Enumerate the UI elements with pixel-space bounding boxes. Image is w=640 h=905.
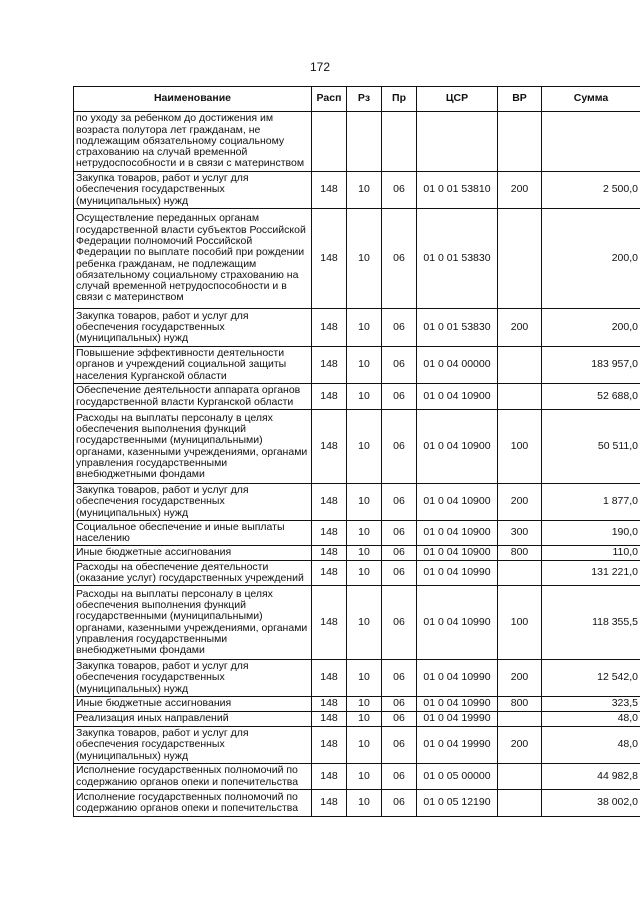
row-vr: 800: [498, 697, 542, 712]
row-rasp: 148: [312, 309, 347, 347]
row-name: Реализация иных направлений: [74, 712, 312, 727]
row-name: Закупка товаров, работ и услуг для обеспечения государственных (муниципальных) нужд: [74, 660, 312, 697]
row-pr: [382, 112, 417, 172]
row-csr: 01 0 04 10900: [417, 384, 498, 410]
row-rz: 10: [347, 172, 382, 209]
row-csr: 01 0 01 53810: [417, 172, 498, 209]
row-sum: 190,0: [542, 521, 640, 546]
row-rz: 10: [347, 309, 382, 347]
row-csr: 01 0 05 12190: [417, 790, 498, 817]
row-sum: 50 511,0: [542, 410, 640, 484]
row-sum: 48,0: [542, 712, 640, 727]
row-vr: [498, 790, 542, 817]
table-header-row: [74, 87, 640, 112]
row-rz: 10: [347, 660, 382, 697]
table-row: [74, 727, 640, 764]
row-pr: 06: [382, 410, 417, 484]
row-rz: 10: [347, 384, 382, 410]
row-vr: 300: [498, 521, 542, 546]
row-rz: 10: [347, 209, 382, 309]
row-name: Осуществление переданных органам государственной власти субъектов Российской Федерации полномочий Российской Федерации по выплате пособий при рождении ребенка гражданам, не подлежащим обязательному социальному страхованию на случай временной нетрудоспособности и в связи с материнством: [74, 209, 312, 309]
row-rasp: [312, 112, 347, 172]
table-body: [74, 112, 640, 817]
row-pr: 06: [382, 586, 417, 660]
row-vr: 200: [498, 727, 542, 764]
row-csr: 01 0 04 00000: [417, 347, 498, 384]
row-rasp: 148: [312, 697, 347, 712]
row-sum: 52 688,0: [542, 384, 640, 410]
header-vr: ВР: [498, 87, 542, 112]
table-row: [74, 660, 640, 697]
row-name: Обеспечение деятельности аппарата органов государственной власти Курганской области: [74, 384, 312, 410]
table-row: [74, 521, 640, 546]
row-pr: 06: [382, 727, 417, 764]
row-sum: 44 982,8: [542, 764, 640, 790]
row-csr: 01 0 04 10900: [417, 484, 498, 521]
row-vr: 200: [498, 309, 542, 347]
row-name: по уходу за ребенком до достижения им возраста полутора лет гражданам, не подлежащим обязательному социальному страхованию на случай временной нетрудоспособности и в связи с материнством: [74, 112, 312, 172]
row-vr: 200: [498, 484, 542, 521]
table-row: [74, 347, 640, 384]
row-csr: 01 0 04 19990: [417, 712, 498, 727]
header-csr: ЦСР: [417, 87, 498, 112]
header-rz: Рз: [347, 87, 382, 112]
row-pr: 06: [382, 697, 417, 712]
row-name: Расходы на выплаты персоналу в целях обеспечения выполнения функций государственными (муниципальными) органами, казенными учреждениями, органами управления государственными внебюджетными фондами: [74, 586, 312, 660]
row-rasp: 148: [312, 172, 347, 209]
table-row: [74, 309, 640, 347]
row-csr: 01 0 04 10990: [417, 697, 498, 712]
row-name: Исполнение государственных полномочий по содержанию органов опеки и попечительства: [74, 790, 312, 817]
row-pr: 06: [382, 521, 417, 546]
row-name: Иные бюджетные ассигнования: [74, 546, 312, 561]
row-name: Исполнение государственных полномочий по содержанию органов опеки и попечительства: [74, 764, 312, 790]
row-csr: 01 0 05 00000: [417, 764, 498, 790]
row-rasp: 148: [312, 660, 347, 697]
row-sum: 183 957,0: [542, 347, 640, 384]
row-pr: 06: [382, 309, 417, 347]
page-number: 172: [309, 60, 331, 74]
table-row: [74, 561, 640, 586]
row-rasp: 148: [312, 790, 347, 817]
row-pr: 06: [382, 347, 417, 384]
table-row: [74, 172, 640, 209]
table-row: [74, 790, 640, 817]
table-row: [74, 546, 640, 561]
row-csr: 01 0 04 10900: [417, 410, 498, 484]
header-rasp: Расп: [312, 87, 347, 112]
table-row: [74, 764, 640, 790]
row-pr: 06: [382, 790, 417, 817]
row-vr: [498, 712, 542, 727]
row-pr: 06: [382, 712, 417, 727]
row-csr: 01 0 04 10900: [417, 521, 498, 546]
row-rz: 10: [347, 727, 382, 764]
table-row: [74, 586, 640, 660]
row-sum: 38 002,0: [542, 790, 640, 817]
row-sum: 200,0: [542, 309, 640, 347]
row-csr: 01 0 04 10990: [417, 561, 498, 586]
row-name: Закупка товаров, работ и услуг для обеспечения государственных (муниципальных) нужд: [74, 484, 312, 521]
row-csr: 01 0 04 10900: [417, 546, 498, 561]
row-name: Закупка товаров, работ и услуг для обеспечения государственных (муниципальных) нужд: [74, 727, 312, 764]
budget-table: [73, 86, 640, 817]
table-row: [74, 712, 640, 727]
header-pr: Пр: [382, 87, 417, 112]
row-sum: 200,0: [542, 209, 640, 309]
row-sum: 2 500,0: [542, 172, 640, 209]
row-name: Расходы на выплаты персоналу в целях обеспечения выполнения функций государственными (муниципальными) органами, казенными учреждениями, органами управления государственными внебюджетными фондами: [74, 410, 312, 484]
row-vr: [498, 384, 542, 410]
row-csr: 01 0 04 10990: [417, 586, 498, 660]
row-rz: [347, 112, 382, 172]
row-csr: [417, 112, 498, 172]
row-sum: 131 221,0: [542, 561, 640, 586]
header-name: Наименование: [74, 87, 312, 112]
row-rz: 10: [347, 764, 382, 790]
row-vr: 100: [498, 586, 542, 660]
row-rz: 10: [347, 546, 382, 561]
row-rasp: 148: [312, 561, 347, 586]
table-row: [74, 384, 640, 410]
row-vr: 100: [498, 410, 542, 484]
row-pr: 06: [382, 172, 417, 209]
row-vr: [498, 209, 542, 309]
row-vr: 200: [498, 172, 542, 209]
row-pr: 06: [382, 384, 417, 410]
table-row: [74, 209, 640, 309]
row-vr: [498, 347, 542, 384]
row-rasp: 148: [312, 727, 347, 764]
row-csr: 01 0 04 10990: [417, 660, 498, 697]
row-rasp: 148: [312, 764, 347, 790]
row-sum: 110,0: [542, 546, 640, 561]
row-pr: 06: [382, 764, 417, 790]
row-pr: 06: [382, 484, 417, 521]
row-name: Иные бюджетные ассигнования: [74, 697, 312, 712]
row-rasp: 148: [312, 712, 347, 727]
row-rz: 10: [347, 712, 382, 727]
row-vr: 800: [498, 546, 542, 561]
row-rasp: 148: [312, 586, 347, 660]
row-csr: 01 0 01 53830: [417, 309, 498, 347]
row-pr: 06: [382, 561, 417, 586]
row-vr: [498, 561, 542, 586]
header-sum: Сумма: [542, 87, 640, 112]
row-rz: 10: [347, 697, 382, 712]
row-rasp: 148: [312, 209, 347, 309]
row-rasp: 148: [312, 521, 347, 546]
row-sum: 48,0: [542, 727, 640, 764]
row-csr: 01 0 04 19990: [417, 727, 498, 764]
row-rasp: 148: [312, 484, 347, 521]
row-rz: 10: [347, 790, 382, 817]
row-pr: 06: [382, 209, 417, 309]
row-csr: 01 0 01 53830: [417, 209, 498, 309]
row-rz: 10: [347, 521, 382, 546]
table-row: [74, 410, 640, 484]
row-sum: 1 877,0: [542, 484, 640, 521]
row-pr: 06: [382, 546, 417, 561]
row-rz: 10: [347, 484, 382, 521]
row-name: Расходы на обеспечение деятельности (оказание услуг) государственных учреждений: [74, 561, 312, 586]
row-rz: 10: [347, 410, 382, 484]
row-vr: [498, 764, 542, 790]
row-name: Закупка товаров, работ и услуг для обеспечения государственных (муниципальных) нужд: [74, 309, 312, 347]
row-pr: 06: [382, 660, 417, 697]
row-name: Повышение эффективности деятельности органов и учреждений социальной защиты населения Курганской области: [74, 347, 312, 384]
row-sum: 323,5: [542, 697, 640, 712]
row-rasp: 148: [312, 384, 347, 410]
row-rz: 10: [347, 586, 382, 660]
row-sum: 12 542,0: [542, 660, 640, 697]
row-rasp: 148: [312, 546, 347, 561]
table-row: [74, 484, 640, 521]
table-row: [74, 112, 640, 172]
row-rz: 10: [347, 347, 382, 384]
row-rasp: 148: [312, 347, 347, 384]
row-name: Закупка товаров, работ и услуг для обеспечения государственных (муниципальных) нужд: [74, 172, 312, 209]
row-name: Социальное обеспечение и иные выплаты населению: [74, 521, 312, 546]
row-sum: [542, 112, 640, 172]
row-rasp: 148: [312, 410, 347, 484]
row-rz: 10: [347, 561, 382, 586]
table-row: [74, 697, 640, 712]
row-vr: [498, 112, 542, 172]
row-sum: 118 355,5: [542, 586, 640, 660]
row-vr: 200: [498, 660, 542, 697]
